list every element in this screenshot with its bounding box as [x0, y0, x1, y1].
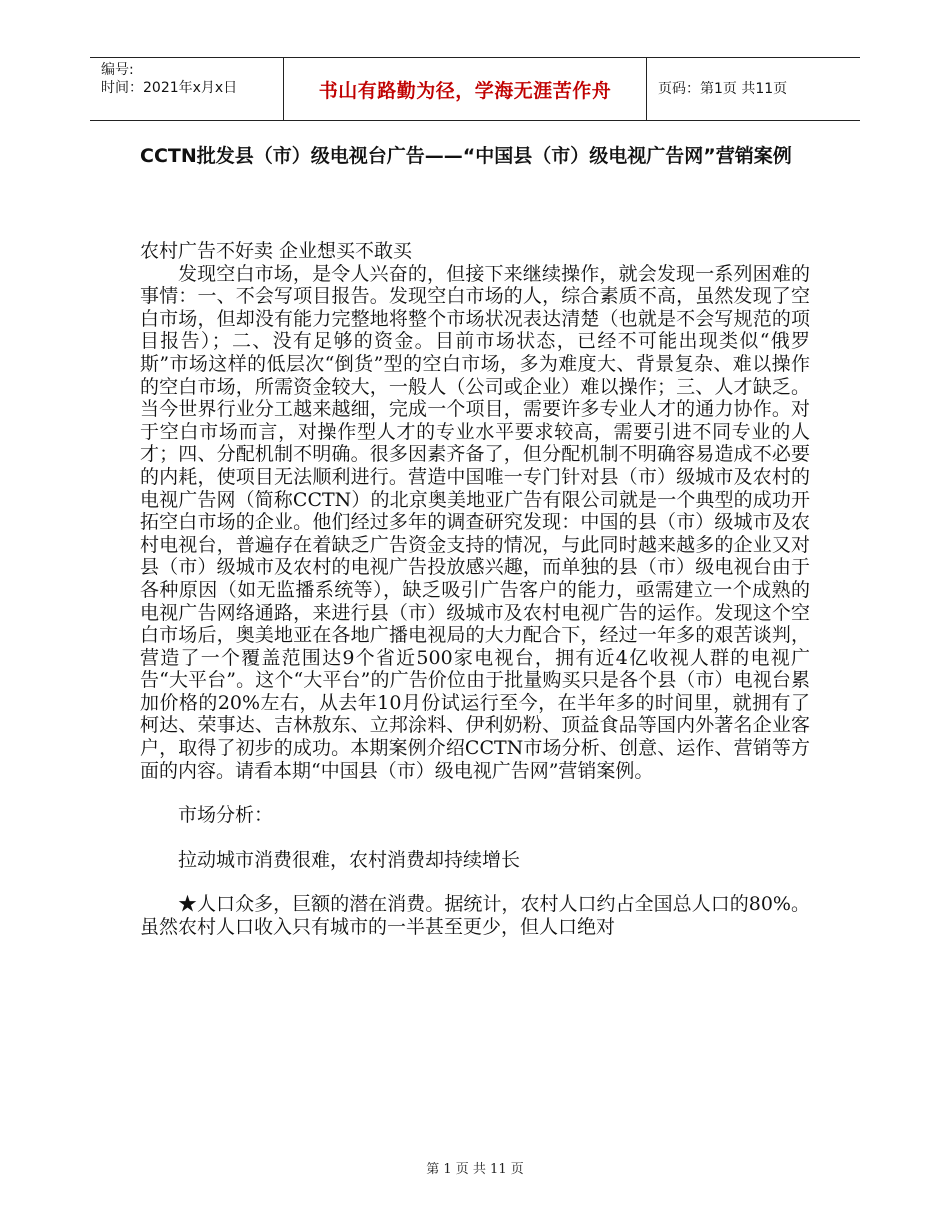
header-page-label: 页码：第1页 共11页: [658, 81, 788, 97]
document-number-label: 编号:: [101, 62, 134, 78]
document-time-label: 时间：2021年x月x日: [101, 80, 238, 96]
header-table: [90, 57, 860, 121]
header-motto-cell: [283, 58, 647, 120]
header-motto: 书山有路勤为径，学海无涯苦作舟: [318, 79, 612, 102]
header-page-cell: [646, 58, 860, 120]
body-paragraph: 发现空白市场，是令人兴奋的，但接下来继续操作，就会发现一系列困难的事情：一、不会写项目报告。发现空白市场的人，综合素质不高，虽然发现了空白市场，但却没有能力完整地将整个市场状况表达清楚（也就是不会写规范的项目报告）；二、没有足够的资金。目前市场状态，已经不可能出现类似“俄罗斯”市场这样的低层次“倒货”型的空白市场，多为难度大、背景复杂、难以操作的空白市场，所需资金较大，一般人（公司或企业）难以操作；三、人才缺乏。当今世界行业分工越来越细，完成一个项目，需要许多专业人才的通力协作。对于空白市场而言，对操作型人才的专业水平要求较高，需要引进不同专业的人才；四、分配机制不明确。很多因素齐备了，但分配机制不明确容易造成不必要的内耗，使项目无法顺利进行。营造中国唯一专门针对县（市）级城市及农村的电视广告网（简称CCTN）的北京奥美地亚广告有限公司就是一个典型的成功开拓空白市场的企业。他们经过多年的调查研究发现：中国的县（市）级城市及农村电视台，普遍存在着缺乏广告资金支持的情况，与此同时越来越多的企业又对县（市）级城市及农村的电视广告投放感兴趣，而单独的县（市）级电视台由于各种原因（如无监播系统等），缺乏吸引广告客户的能力，亟需建立一个成熟的电视广告网络通路，来进行县（市）级城市及农村电视广告的运作。发现这个空白市场后，奥美地亚在各地广播电视局的大力配合下，经过一年多的艰苦谈判，营造了一个覆盖范围达9个省近500家电视台，拥有近4亿收视人群的电视广告“大平台”。这个“大平台”的广告价位由于批量购买只是各个县（市）电视台累加价格的20%左右，从去年10月份试运行至今，在半年多的时间里，就拥有了柯达、荣事达、吉林敖东、立邦涂料、伊利奶粉、顶益食品等国内外著名企业客户，取得了初步的成功。本期案例介绍CCTN市场分析、创意、运作、营销等方面的内容。请看本期“中国县（市）级电视广告网”营销案例。: [140, 262, 810, 782]
page-footer: 第 1 页 共 11 页: [426, 1162, 524, 1177]
header-meta-cell: [90, 58, 283, 120]
body-paragraph-population: ★人口众多，巨额的潜在消费。据统计，农村人口约占全国总人口的80%。虽然农村人口收入只有城市的一半甚至更少，但人口绝对: [140, 893, 810, 939]
document-body: [140, 240, 810, 939]
section-subheading: 农村广告不好卖 企业想买不敢买: [140, 240, 413, 262]
document-title: CCTN批发县（市）级电视台广告——“中国县（市）级电视广告网”营销案例: [140, 145, 792, 167]
market-analysis-subheading: 拉动城市消费很难，农村消费却持续增长: [178, 848, 521, 871]
market-analysis-heading: 市场分析：: [178, 804, 274, 827]
